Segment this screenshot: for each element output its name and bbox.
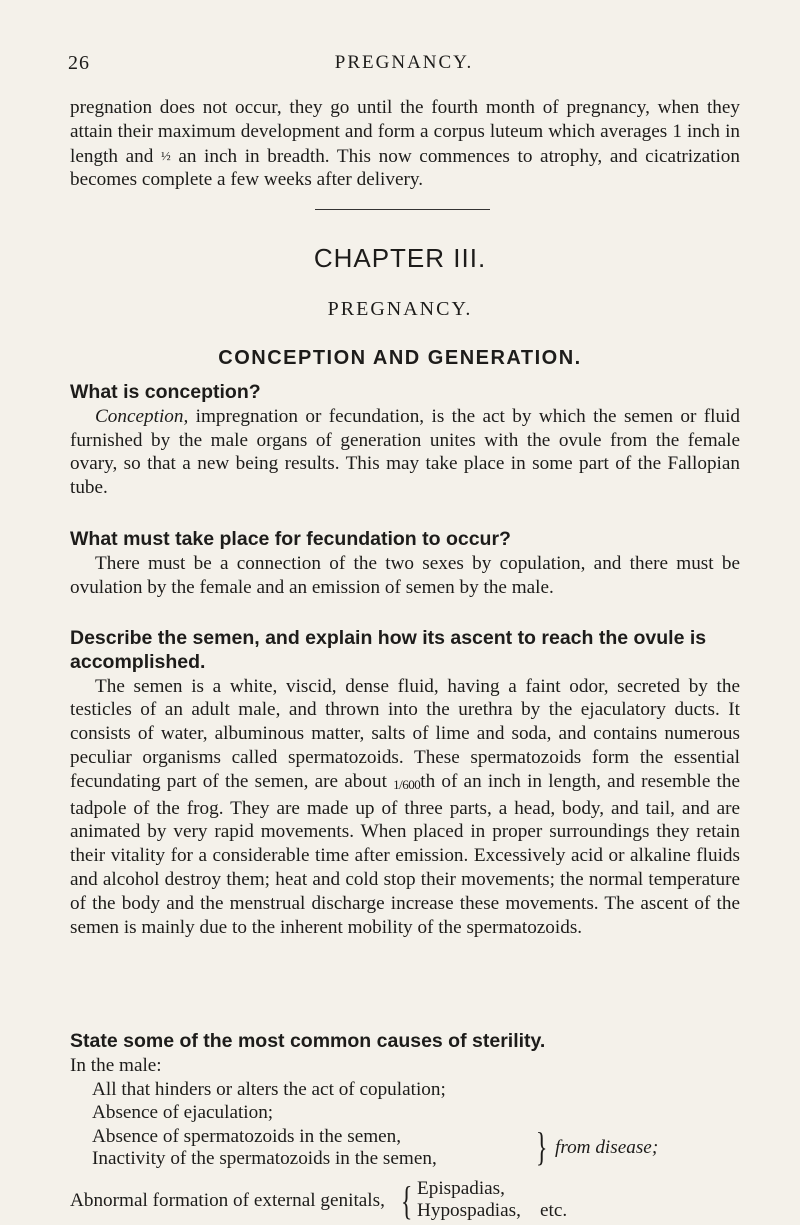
answer-paragraph (70, 405, 740, 500)
sterility-block (70, 1030, 740, 1225)
answer-term: Conception, (95, 405, 189, 427)
qa-block-conception (70, 381, 740, 500)
list-item: All that hinders or alters the act of copulation; (92, 1078, 446, 1100)
list-intro: In the male: (70, 1054, 162, 1076)
answer-paragraph (70, 675, 740, 940)
question-heading: What must take place for fecundation to occur? (70, 528, 511, 550)
answer-text: impregnation or fecundation, is the act by which the semen or fluid furnished by the male organs of generation unites with the ovule from the female ovary, so that a new being results. This may take place in some part of the Fallopian tube. (70, 405, 740, 499)
intro-text-1: pregnation does not occur, they go until the fourth month of pregnancy, when they attain their maximum development and form a corpus luteum which averages 1 inch in length and (70, 97, 740, 167)
question-heading: State some of the most common causes of sterility. (70, 1030, 546, 1052)
chapter-heading: CHAPTER III. (313, 243, 487, 273)
running-header (68, 52, 740, 82)
answer-paragraph: There must be a connection of the two sexes by copulation, and there must be ovulation by the female and an emission of semen by the male. (70, 552, 740, 598)
qa-block-semen (70, 627, 740, 939)
option-hypospadias: Hypospadias, (417, 1200, 521, 1222)
question-heading: Describe the semen, and explain how its ascent to reach the ovule is accomplished. (70, 627, 707, 673)
running-title: PREGNANCY. (334, 52, 474, 73)
section-heading: CONCEPTION AND GENERATION. (218, 347, 582, 369)
page-number: 26 (68, 52, 90, 74)
etc-text: etc. (540, 1200, 568, 1222)
intro-text-2: an inch in breadth. This now commences to atrophy, and cicatrization becomes complete a few weeks after delivery. (70, 145, 740, 191)
answer-text-2: th of an inch in length, and resemble the tadpole of the frog. They are made up of three parts, a head, body, and tail, and are animated by very rapid movements. When placed in proper surroundings they retain their vitality for a considerable time after emission. Excessively acid or alkaline fluids and alcohol destroy them; heat and cold stop their movements; the normal temperature of the body and the menstrual discharge increase these movements. The ascent of the semen is mainly due to the inherent mobility of the spermatozoids. (70, 770, 740, 938)
intro-paragraph (70, 96, 740, 192)
right-brace-glyph: } (535, 1124, 548, 1170)
answer-text-1: The semen is a white, viscid, dense fluid, having a faint odor, secreted by the testicles of an adult male, and thrown into the urethra by the ejaculatory ducts. It consists of water, albuminous matter, salts of lime and soda, and contains numerous peculiar organisms called spermatozoids. These spermatozoids form the essential fecundating part of the semen, are about (70, 675, 740, 792)
answer-fraction: 1/600 (393, 776, 421, 792)
grouped-label: from disease; (555, 1137, 659, 1159)
list-item: Absence of ejaculation; (92, 1102, 274, 1124)
section-divider (315, 209, 490, 210)
list-item: Absence of spermatozoids in the semen, (92, 1126, 402, 1148)
grouped-list-item (70, 1125, 740, 1173)
left-brace-glyph: { (400, 1178, 413, 1224)
chapter-subtitle: PREGNANCY. (327, 298, 473, 320)
intro-fraction: ½ (160, 147, 171, 163)
option-epispadias: Epispadias, (417, 1178, 505, 1200)
question-heading: What is conception? (70, 381, 261, 403)
list-item: Inactivity of the spermatozoids in the semen, (92, 1148, 437, 1170)
qa-block-fecundation (70, 528, 740, 599)
abnormal-formation-item (70, 1177, 740, 1225)
list-item: Abnormal formation of external genitals, (70, 1190, 385, 1212)
